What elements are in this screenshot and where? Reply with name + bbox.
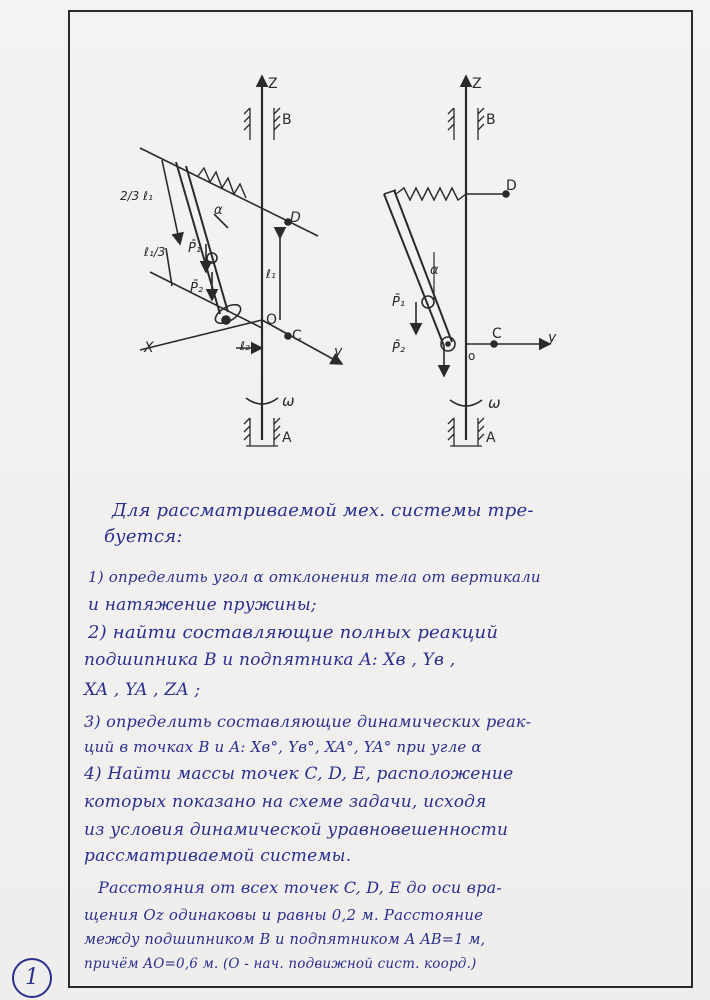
right-spring <box>396 188 466 200</box>
left-label-l2: ℓ₂ <box>240 339 250 353</box>
left-label-o: O <box>266 312 278 328</box>
text-line-9: ций в точках B и A: Xв°, Yв°, XA°, YA° при угле α <box>84 738 482 756</box>
left-label-d: D <box>290 210 301 226</box>
right-label-z: Z <box>472 76 482 92</box>
right-label-b: B <box>486 112 496 128</box>
right-label-c: C <box>492 326 502 342</box>
right-label-alpha: α <box>430 263 439 278</box>
text-line-7: XA , YA , ZA ; <box>84 680 201 700</box>
text-line-14: Расстояния от всех точек C, D, E до оси вра- <box>98 878 502 897</box>
left-dim-two-thirds <box>162 160 180 244</box>
left-label-c: C <box>292 328 302 344</box>
right-label-omega: ω <box>488 394 501 412</box>
right-label-p1: P̄₁ <box>392 295 406 310</box>
text-line-1: Для рассматриваемой мех. системы тре- <box>112 500 534 521</box>
left-label-l1: ℓ₁ <box>266 267 276 281</box>
text-line-4: и натяжение пружины; <box>88 595 317 615</box>
left-label-b: B <box>282 112 292 128</box>
left-figure <box>140 76 342 446</box>
text-line-2: буется: <box>104 526 183 547</box>
left-label-x: X <box>144 340 154 356</box>
left-point-c <box>285 333 291 339</box>
right-label-y: y <box>548 330 557 346</box>
right-label-d: D <box>506 178 517 194</box>
right-label-a: A <box>486 430 496 446</box>
text-line-3: 1) определить угол α отклонения тела от вертикали <box>88 568 541 586</box>
right-figure <box>384 76 550 446</box>
left-label-z: Z <box>268 76 278 92</box>
text-line-12: из условия динамической уравновешенности <box>84 820 509 840</box>
text-line-16: между подшипником B и подпятником A AB=1 м, <box>84 932 486 948</box>
left-label-a: A <box>282 430 292 446</box>
text-line-15: щения Oz одинаковы и равны 0,2 м. Расстояние <box>84 906 484 924</box>
left-mid-plane-line <box>150 272 262 328</box>
text-line-5: 2) найти составляющие полных реакций <box>88 622 499 643</box>
right-label-p2: P̄₂ <box>392 341 406 356</box>
text-line-11: которых показано на схеме задачи, исходя <box>84 792 487 812</box>
left-label-omega: ω <box>282 392 295 410</box>
text-line-10: 4) Найти массы точек C, D, E, расположение <box>84 764 514 784</box>
text-line-13: рассматриваемой системы. <box>84 846 352 866</box>
left-label-two-thirds: 2/3 ℓ₁ <box>120 189 153 203</box>
left-label-one-third: ℓ₁/3 <box>144 245 166 259</box>
left-spring <box>198 168 246 198</box>
page-number: 1 <box>12 958 52 998</box>
left-label-p1: P̄₁ <box>188 241 202 256</box>
left-label-y: y <box>334 344 343 360</box>
right-label-o: o <box>468 349 476 363</box>
left-label-p2: P̄₂ <box>190 281 204 296</box>
left-label-alpha: α <box>214 203 223 218</box>
text-line-8: 3) определить составляющие динамических реак- <box>84 712 532 731</box>
text-line-6: подшипника B и подпятника A: Xв , Yв , <box>84 650 456 670</box>
text-line-17: причём AO=0,6 м. (O - нач. подвижной сист. коорд.) <box>84 956 477 972</box>
